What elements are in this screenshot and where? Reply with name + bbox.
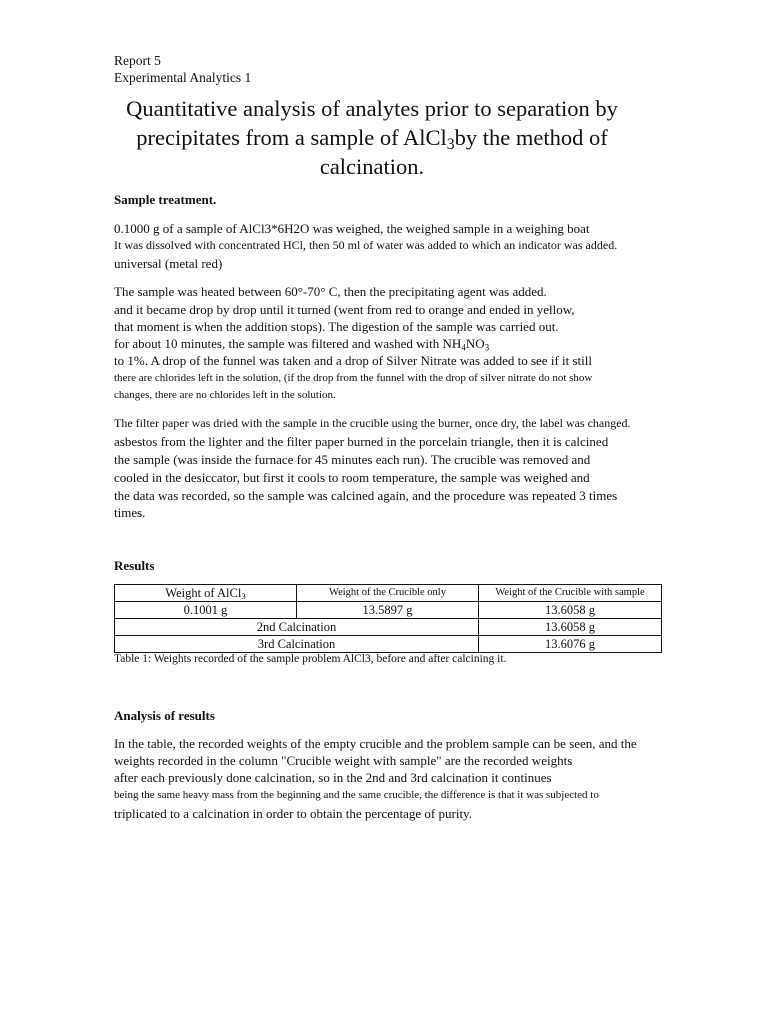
p2-line-6: there are chlorides left in the solution, (if the drop from the funnel with the drop of silver nitrate do not show	[114, 372, 593, 384]
sample-treatment-heading: Sample treatment.	[114, 192, 217, 207]
header-weight-alcl3: Weight of AlCl$_3$	[115, 585, 297, 602]
table-row	[115, 602, 662, 619]
p3-line-1: The filter paper was dried with the sample in the crucible using the burner, once dry, the label was changed.	[114, 416, 631, 430]
p2-line-1: The sample was heated between 60°-70° C, then the precipitating agent was added.	[114, 284, 547, 299]
p2-line-3: that moment is when the addition stops). The digestion of the sample was carried out.	[114, 319, 559, 334]
p1-line-2: It was dissolved with concentrated HCl, then 50 ml of water was added to which an indicator was added.	[114, 238, 618, 252]
p2-line-5: to 1%. A drop of the funnel was taken and a drop of Silver Nitrate was added to see if it still	[114, 353, 592, 368]
title-subscript: 3	[446, 135, 455, 153]
table-cell: 13.6058 g	[479, 619, 662, 636]
title-line-2	[114, 123, 630, 152]
p2-line-7: changes, there are no chlorides left in the solution.	[114, 389, 336, 401]
table-cell: 13.6058 g	[479, 602, 662, 619]
title-line-2-pre: precipitates from a sample of AlCl	[136, 125, 447, 150]
table-cell: 13.6076 g	[479, 636, 662, 653]
p2-line-4-mid: NO	[465, 336, 485, 351]
analysis-line-5: triplicated to a calcination in order to obtain the percentage of purity.	[114, 806, 472, 821]
analysis-line-4: being the same heavy mass from the beginning and the same crucible, the difference is that it was subjected to	[114, 789, 599, 801]
p3-line-6: times.	[114, 505, 146, 520]
header-crucible-only: Weight of the Crucible only	[297, 585, 479, 602]
analysis-line-2: weights recorded in the column "Crucible weight with sample" are the recorded weights	[114, 753, 573, 768]
p1-line-1: 0.1000 g of a sample of AlCl3*6H2O was weighed, the weighed sample in a weighing boat	[114, 221, 590, 236]
p2-sub-1: 4	[461, 342, 466, 353]
title-line-3: calcination.	[319, 154, 425, 179]
p3-line-4: cooled in the desiccator, but first it cools to room temperature, the sample was weighed and	[114, 470, 590, 485]
header-crucible-with-sample: Weight of the Crucible with sample	[479, 585, 662, 602]
p1-line-3: universal (metal red)	[114, 256, 223, 271]
title-line-2-post: by the method of	[454, 125, 608, 150]
report-number: Report 5	[114, 53, 161, 68]
analysis-line-3: after each previously done calcination, so in the 2nd and 3rd calcination it continues	[114, 770, 552, 785]
table-row	[115, 636, 662, 653]
p3-line-5: the data was recorded, so the sample was calcined again, and the procedure was repeated 3 times	[114, 488, 618, 503]
results-heading: Results	[114, 558, 155, 573]
table-header-row	[115, 585, 662, 602]
p2-line-2: and it became drop by drop until it turned (went from red to orange and ended in yellow,	[114, 302, 575, 317]
weights-table	[114, 584, 662, 653]
p3-line-3: the sample (was inside the furnace for 45 minutes each run). The crucible was removed and	[114, 452, 591, 467]
table-cell: 0.1001 g	[115, 602, 297, 619]
course-name: Experimental Analytics 1	[114, 70, 252, 85]
p3-line-2: asbestos from the lighter and the filter paper burned in the porcelain triangle, then it is calcined	[114, 434, 609, 449]
page-title	[114, 94, 630, 181]
table-caption: Table 1: Weights recorded of the sample problem AlCl3, before and after calcining it.	[114, 653, 507, 665]
p2-sub-2: 3	[484, 342, 490, 353]
table-cell: 13.5897 g	[297, 602, 479, 619]
table-cell: 2nd Calcination	[115, 619, 479, 636]
title-line-1: Quantitative analysis of analytes prior to separation by	[126, 96, 618, 121]
analysis-heading: Analysis of results	[114, 708, 215, 723]
table-cell: 3rd Calcination	[115, 636, 479, 653]
p2-line-4-pre: for about 10 minutes, the sample was filtered and washed with NH	[114, 336, 462, 351]
p2-line-4	[114, 335, 489, 352]
analysis-line-1: In the table, the recorded weights of the empty crucible and the problem sample can be seen, and the	[114, 736, 637, 751]
table-row	[115, 619, 662, 636]
